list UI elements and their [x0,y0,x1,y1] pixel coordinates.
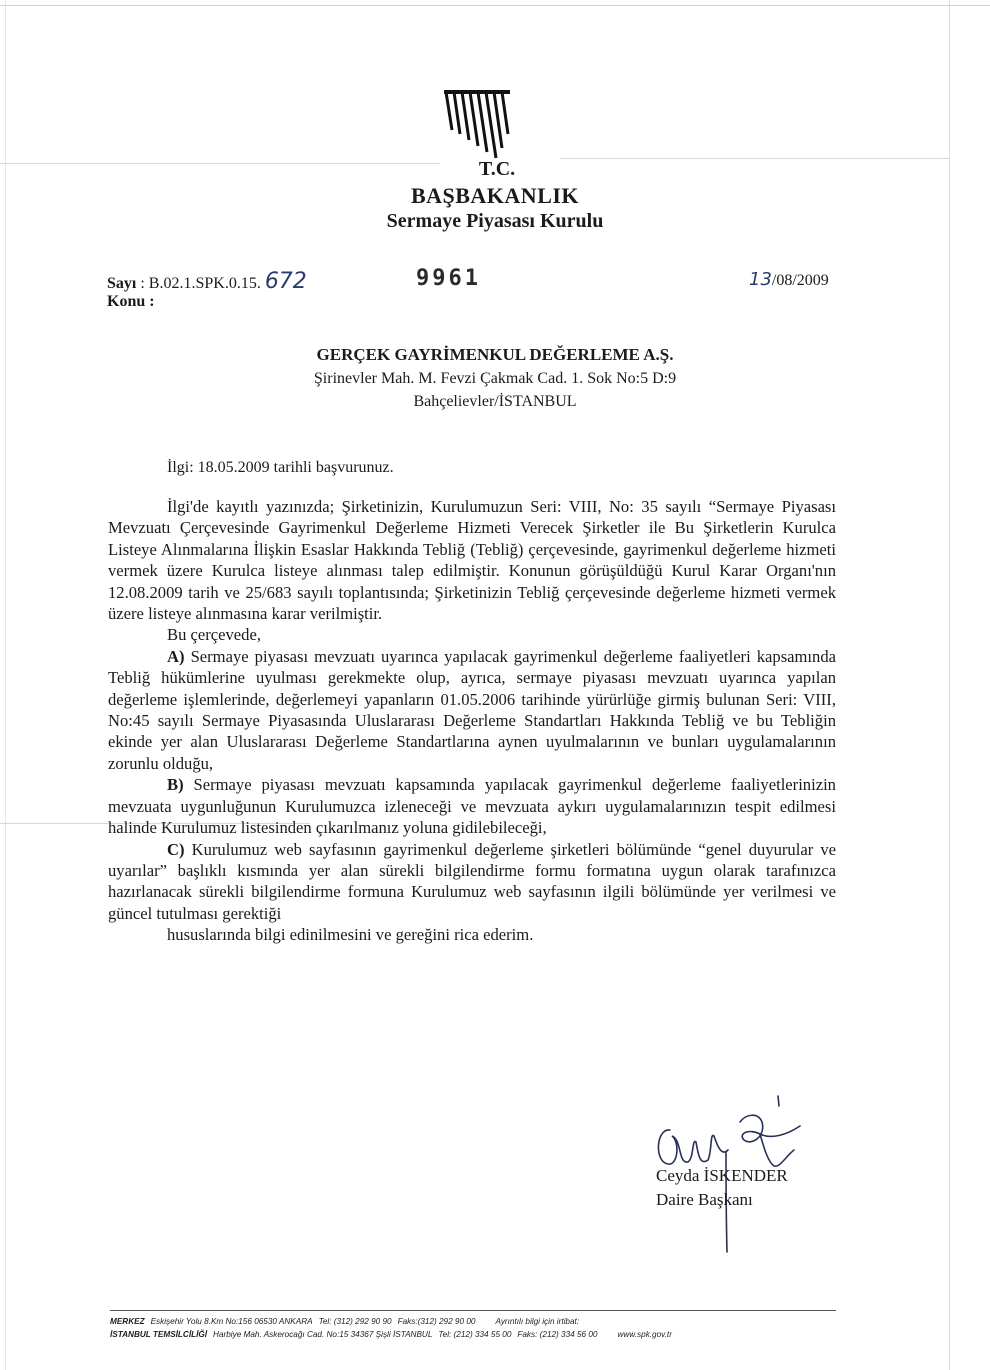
signer-title: Daire Başkanı [656,1190,753,1209]
signer-name: Ceyda İSKENDER [656,1166,788,1185]
footer-istanbul-label: İSTANBUL TEMSİLCİLİĞİ [110,1330,208,1339]
konu-label: Konu : [107,293,155,310]
header-institution: Sermaye Piyasası Kurulu [386,210,604,232]
recipient-address-line1: Şirinevler Mah. M. Fevzi Çakmak Cad. 1. Sok No:5 D:9 [313,370,677,387]
recipient-address-line2: Bahçelievler/İSTANBUL [413,393,577,410]
footer-istanbul-faks: Faks: (212) 334 56 00 [517,1330,598,1339]
sayi-row [107,269,307,294]
header-tc: T.C. [478,158,516,180]
body-paragraph-2: Bu çerçevede, [167,625,261,645]
item-c-label: C) [167,839,185,859]
date [749,269,829,290]
recipient-name: GERÇEK GAYRİMENKUL DEĞERLEME A.Ş. [316,345,674,364]
item-b-label: B) [167,775,184,795]
item-b [108,774,836,838]
footer-merkez [110,1317,585,1326]
item-c-text: Kurulumuz web sayfasının gayrimenkul değerleme şirketleri bölümünde “genel duyurular ve uyarılar” başlıklı kısmında yer alan sürekli bilgilendirme formu formatına uygun olarak tarafınızca hazırlanacak sürekli bilgilendirme formuna Kurulumuz web sayfasının ilgili bölümünde yer verilmesi ve güncel tutulması gerektiği [108,839,836,923]
footer-istanbul-tel: Tel: (212) 334 55 00 [438,1330,512,1339]
footer-merkez-address: Eskişehir Yolu 8.Km No:156 06530 ANKARA [150,1317,313,1326]
footer-divider [110,1310,836,1311]
sayi-label: Sayı [107,275,137,292]
sayi-value: : B.02.1.SPK.0.15. [140,275,261,292]
date-printed: /08/2009 [771,272,829,289]
item-b-text: Sermaye piyasası mevzuatı kapsamında yapılacak gayrimenkul değerleme faaliyetlerinizin mevzuata uygunluğunun Kurulumuzca izleneceği ve mevzuata aykırı uygulamalarınızın tespit edilmesi halinde Kurulumuz listesinden çıkarılmanız yoluna gidilebileceği, [108,775,836,838]
date-handwritten-day: 13 [749,269,772,290]
body-paragraph-1: İlgi'de kayıtlı yazınızda; Şirketinizin, Kurulumuzun Seri: VIII, No: 35 sayılı “Sermaye Piyasası Mevzuatı Çerçevesinde Gayrimenkul Değerleme Hizmeti Verecek Şirketler ile Bu Şirketlerin Kurulca Listeye Alınmalarına İlişkin Esaslar Hakkında Tebliğ (Tebliğ) çerçevesinde, gayrimenkul değerleme hizmeti vermek üzere Kurulca listeye alınması talep edilmiştir. Konunun görüşüldüğü Kurul Karar Organı'nın 12.08.2009 tarih ve 25/683 sayılı toplantısında; Şirketinizin Tebliğ çerçevesinde değerleme hizmeti vermek üzere listeye alınmasına karar verilmiştir. [108,497,836,624]
footer-merkez-faks: Faks:(312) 292 90 00 [397,1317,476,1326]
footer-istanbul-address: Harbiye Mah. Askerocağı Cad. No:15 34367 Şişli İSTANBUL [213,1330,433,1339]
item-a-text: Sermaye piyasası mevzuatı uyarınca yapılacak gayrimenkul değerleme faaliyetleri kapsamında Tebliğ hükümlerine uyulması gerekmekte olup, ayrıca, sermaye piyasası mevzuatı uyarınca yapılan değerleme işlemlerinde, değerlemeyi yapanların 01.05.2006 tarihinde yürürlüğe girmiş bulunan Seri: VIII, No:45 sayılı Sermaye Piyasasında Uluslararası Değerleme Standartları Hakkında Tebliğ ve bu Tebliğin ekinde yer alan Uluslararası Değerleme Standartlarına aynen uyulmalarının ve bunları uygulamalarının zorunlu olduğu, [108,646,836,773]
sayi-handwritten: 672 [264,269,307,294]
spk-logo-icon [442,90,514,160]
footer-note: Ayrıntılı bilgi için irtibat: [495,1317,580,1326]
ilgi-reference: İlgi: 18.05.2009 tarihli başvurunuz. [167,459,394,476]
stamp-number: 9961 [416,266,481,291]
footer-merkez-label: MERKEZ [110,1317,145,1326]
footer-merkez-tel: Tel: (312) 292 90 90 [318,1317,392,1326]
item-a [108,646,836,774]
closing-sentence: hususlarında bilgi edinilmesini ve gereğini rica ederim. [167,925,534,945]
scan-edge-top [0,5,990,6]
letter-body [108,496,836,946]
footer-website: www.spk.gov.tr [617,1330,672,1339]
item-a-label: A) [167,646,185,666]
item-c [108,839,836,925]
header-basbakanlik: BAŞBAKANLIK [410,183,580,208]
footer-istanbul [110,1330,678,1339]
